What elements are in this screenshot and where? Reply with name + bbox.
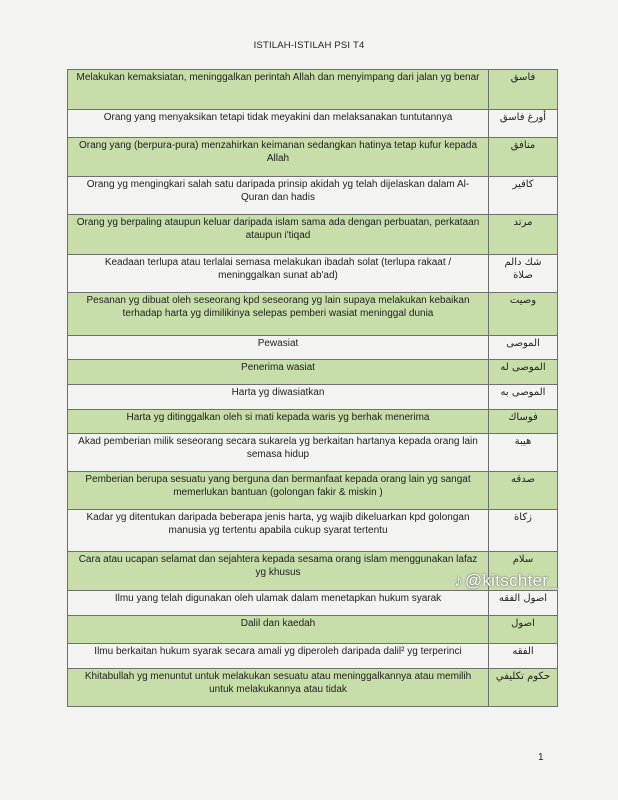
term-cell: هيبة — [489, 434, 558, 472]
watermark-handle: @kitschter_ — [464, 571, 559, 590]
term-cell: اصول — [489, 616, 558, 644]
definition-cell: Orang yang (berpura-pura) menzahirkan keimanan sedangkan hatinya tetap kufur kepada Allah — [68, 138, 489, 177]
page-title: ISTILAH-ISTILAH PSI T4 — [253, 40, 365, 51]
definition-cell: Keadaan terlupa atau terlalai semasa melakukan ibadah solat (terlupa rakaat / meninggalkan sunat ab'ad) — [68, 255, 489, 293]
tiktok-watermark — [454, 571, 558, 591]
table-row — [68, 669, 558, 707]
table-row — [68, 360, 558, 385]
table-row — [68, 70, 558, 110]
definition-cell: Pemberian berupa sesuatu yang berguna dan bermanfaat kepada orang lain yg sangat memerlukan bantuan (golongan fakir & miskin ) — [68, 472, 489, 510]
term-cell: وصيت — [489, 293, 558, 336]
table-row — [68, 385, 558, 410]
terms-table — [67, 69, 558, 707]
definition-cell: Ilmu yang telah digunakan oleh ulamak dalam menetapkan hukum syarak — [68, 591, 489, 616]
definition-cell: Penerima wasiat — [68, 360, 489, 385]
definition-cell: Cara atau ucapan selamat dan sejahtera kepada sesama orang islam menggunakan lafaz yg khusus — [68, 552, 489, 591]
term-cell: الموصى له — [489, 360, 558, 385]
table-row — [68, 255, 558, 293]
definition-cell: Akad pemberian milik seseorang secara sukarela yg berkaitan hartanya kepada orang lain semasa hidup — [68, 434, 489, 472]
definition-cell: Pewasiat — [68, 336, 489, 360]
table-row — [68, 591, 558, 616]
tiktok-logo-icon: ♪ — [454, 571, 463, 590]
term-cell: مرتد — [489, 215, 558, 255]
table-row — [68, 410, 558, 434]
term-cell: أورغ فاسق — [489, 110, 558, 138]
definition-cell: Khitabullah yg menuntut untuk melakukan sesuatu atau meninggalkannya atau memilih untuk melakukannya atau tidak — [68, 669, 489, 707]
term-cell: فاسق — [489, 70, 558, 110]
term-cell: الفقه — [489, 644, 558, 669]
term-cell: سلام — [489, 552, 558, 591]
table-row — [68, 110, 558, 138]
term-cell: اصول الفقه — [489, 591, 558, 616]
term-cell: منافق — [489, 138, 558, 177]
page-number: 1 — [538, 752, 544, 763]
term-cell: شك دالم صلاة — [489, 255, 558, 293]
table-row — [68, 434, 558, 472]
definition-cell: Orang yang menyaksikan tetapi tidak meyakini dan melaksanakan tuntutannya — [68, 110, 489, 138]
term-cell: الموصى — [489, 336, 558, 360]
term-cell: الموصى به — [489, 385, 558, 410]
definition-cell: Dalil dan kaedah — [68, 616, 489, 644]
definition-cell: Melakukan kemaksiatan, meninggalkan perintah Allah dan menyimpang dari jalan yg benar — [68, 70, 489, 110]
definition-cell: Pesanan yg dibuat oleh seseorang kpd seseorang yg lain supaya melakukan kebaikan terhadap harta yg dimilikinya selepas pemberi wasiat meninggal dunia — [68, 293, 489, 336]
table-row — [68, 616, 558, 644]
term-cell: فوساك — [489, 410, 558, 434]
table-row — [68, 510, 558, 552]
term-cell: صدقه — [489, 472, 558, 510]
term-cell: كافير — [489, 177, 558, 215]
definition-cell: Orang yg mengingkari salah satu daripada prinsip akidah yg telah dijelaskan dalam Al-Quran dan hadis — [68, 177, 489, 215]
table-row — [68, 644, 558, 669]
definition-cell: Orang yg berpaling ataupun keluar daripada islam sama ada dengan perbuatan, perkataan ataupun i'tiqad — [68, 215, 489, 255]
definition-cell: Harta yg diwasiatkan — [68, 385, 489, 410]
table-row — [68, 138, 558, 177]
term-cell: زكاة — [489, 510, 558, 552]
table-row — [68, 293, 558, 336]
definition-cell: Harta yg ditinggalkan oleh si mati kepada waris yg berhak menerima — [68, 410, 489, 434]
definition-cell: Kadar yg ditentukan daripada beberapa jenis harta, yg wajib dikeluarkan kpd golongan manusia yg tertentu apabila cukup syarat tertentu — [68, 510, 489, 552]
table-row — [68, 215, 558, 255]
term-cell: حكوم تكليفي — [489, 669, 558, 707]
definition-cell: Ilmu berkaitan hukum syarak secara amali yg diperoleh daripada dalil² yg terperinci — [68, 644, 489, 669]
table-row — [68, 336, 558, 360]
table-row — [68, 472, 558, 510]
table-row — [68, 177, 558, 215]
